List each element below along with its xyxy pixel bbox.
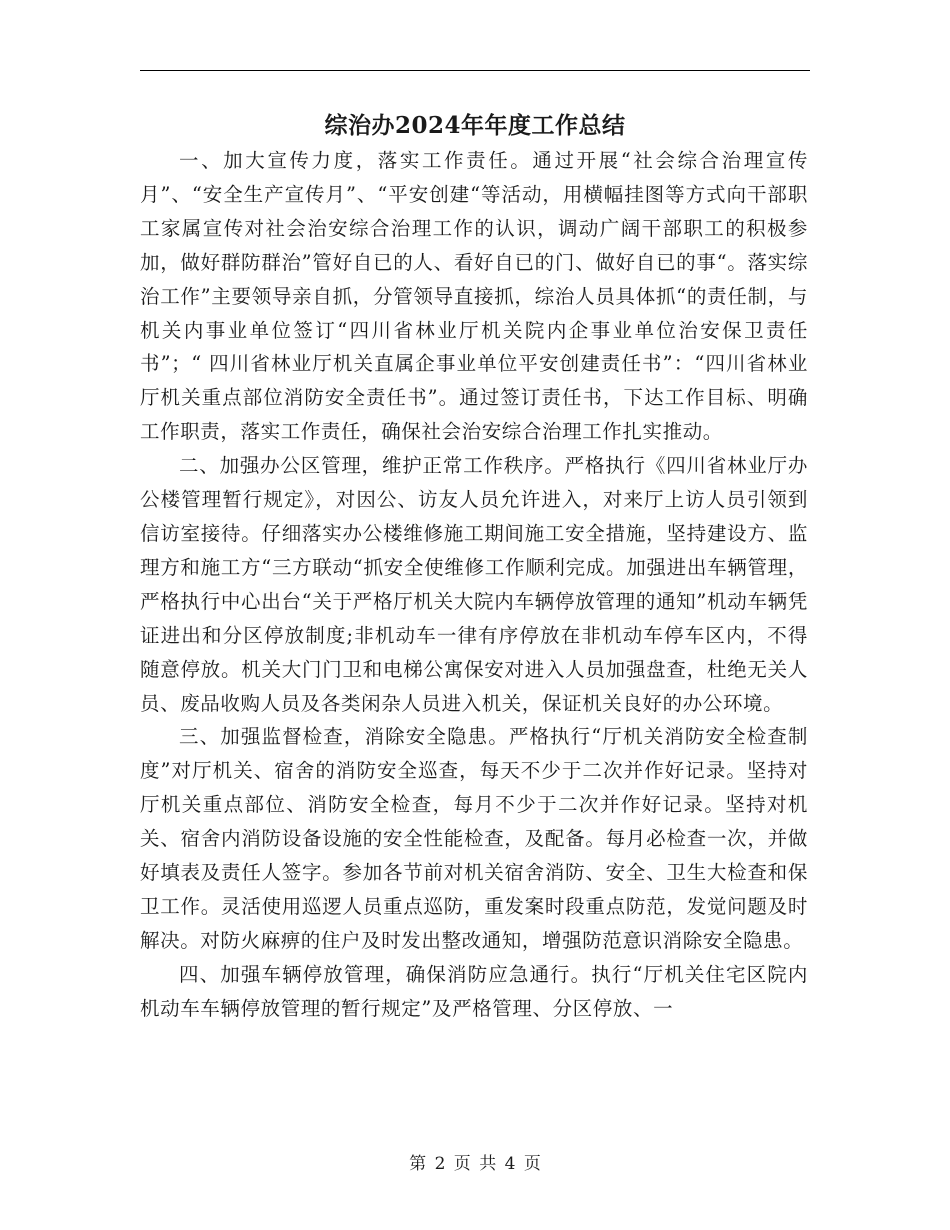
paragraph-1: 一、加大宣传力度，落实工作责任。通过开展“社会综合治理宣传月”、“安全生产宣传月”、“平安创建“等活动，用横幅挂图等方式向干部职工家属宣传对社会治安综合治理工作的认识，调动广阔干部职工的积极参加，做好群防群治”管好自已的人、看好自已的门、做好自已的事“。落实综治工作”主要领导亲自抓，分管领导直接抓，综治人员具体抓“的责任制，与机关内事业单位签订“四川省林业厅机关院内企事业单位治安保卫责任书”；“ 四川省林业厅机关直属企事业单位平安创建责任书”：“四川省林业厅机关重点部位消防安全责任书”。通过签订责任书，下达工作目标、明确工作职责，落实工作责任，确保社会治安综合治理工作扎实推动。 [140,149,808,444]
paragraph-2: 二、加强办公区管理，维护正常工作秩序。严格执行《四川省林业厅办公楼管理暂行规定》，对因公、访友人员允许进入，对来厅上访人员引领到信访室接待。仔细落实办公楼维修施工期间施工安全措施，坚持建设方、监理方和施工方“三方联动“抓安全使维修工作顺利完成。加强进出车辆管理，严格执行中心出台“关于严格厅机关大院内车辆停放管理的通知”机动车辆凭证进出和分区停放制度;非机动车一律有序停放在非机动车停车区内，不得随意停放。机关大门门卫和电梯公寓保安对进入人员加强盘查，杜绝无关人员、废品收购人员及各类闲杂人员进入机关，保证机关良好的办公环境。 [140,454,808,715]
header-rule [140,70,810,71]
paragraph-3: 三、加强监督检查，消除安全隐患。严格执行“厅机关消防安全检查制度”对厅机关、宿舍的消防安全巡查，每天不少于二次并作好记录。坚持对厅机关重点部位、消防安全检查，每月不少于二次并作好记录。坚持对机关、宿舍内消防设备设施的安全性能检查，及配备。每月必检查一次，并做好填表及责任人签字。参加各节前对机关宿舍消防、安全、卫生大检查和保卫工作。灵活使用巡逻人员重点巡防，重发案时段重点防范，发觉问题及时解决。对防火麻痹的住户及时发出整改通知，增强防范意识消除安全隐患。 [140,725,808,952]
page-number-footer: 第 2 页 共 4 页 [409,1154,541,1174]
document-body [140,144,808,1026]
paragraph-4: 四、加强车辆停放管理，确保消防应急通行。执行“厅机关住宅区院内机动车车辆停放管理的暂行规定”及严格管理、分区停放、一 [140,962,808,1020]
document-title: 综治办2024年年度工作总结 [324,112,626,139]
